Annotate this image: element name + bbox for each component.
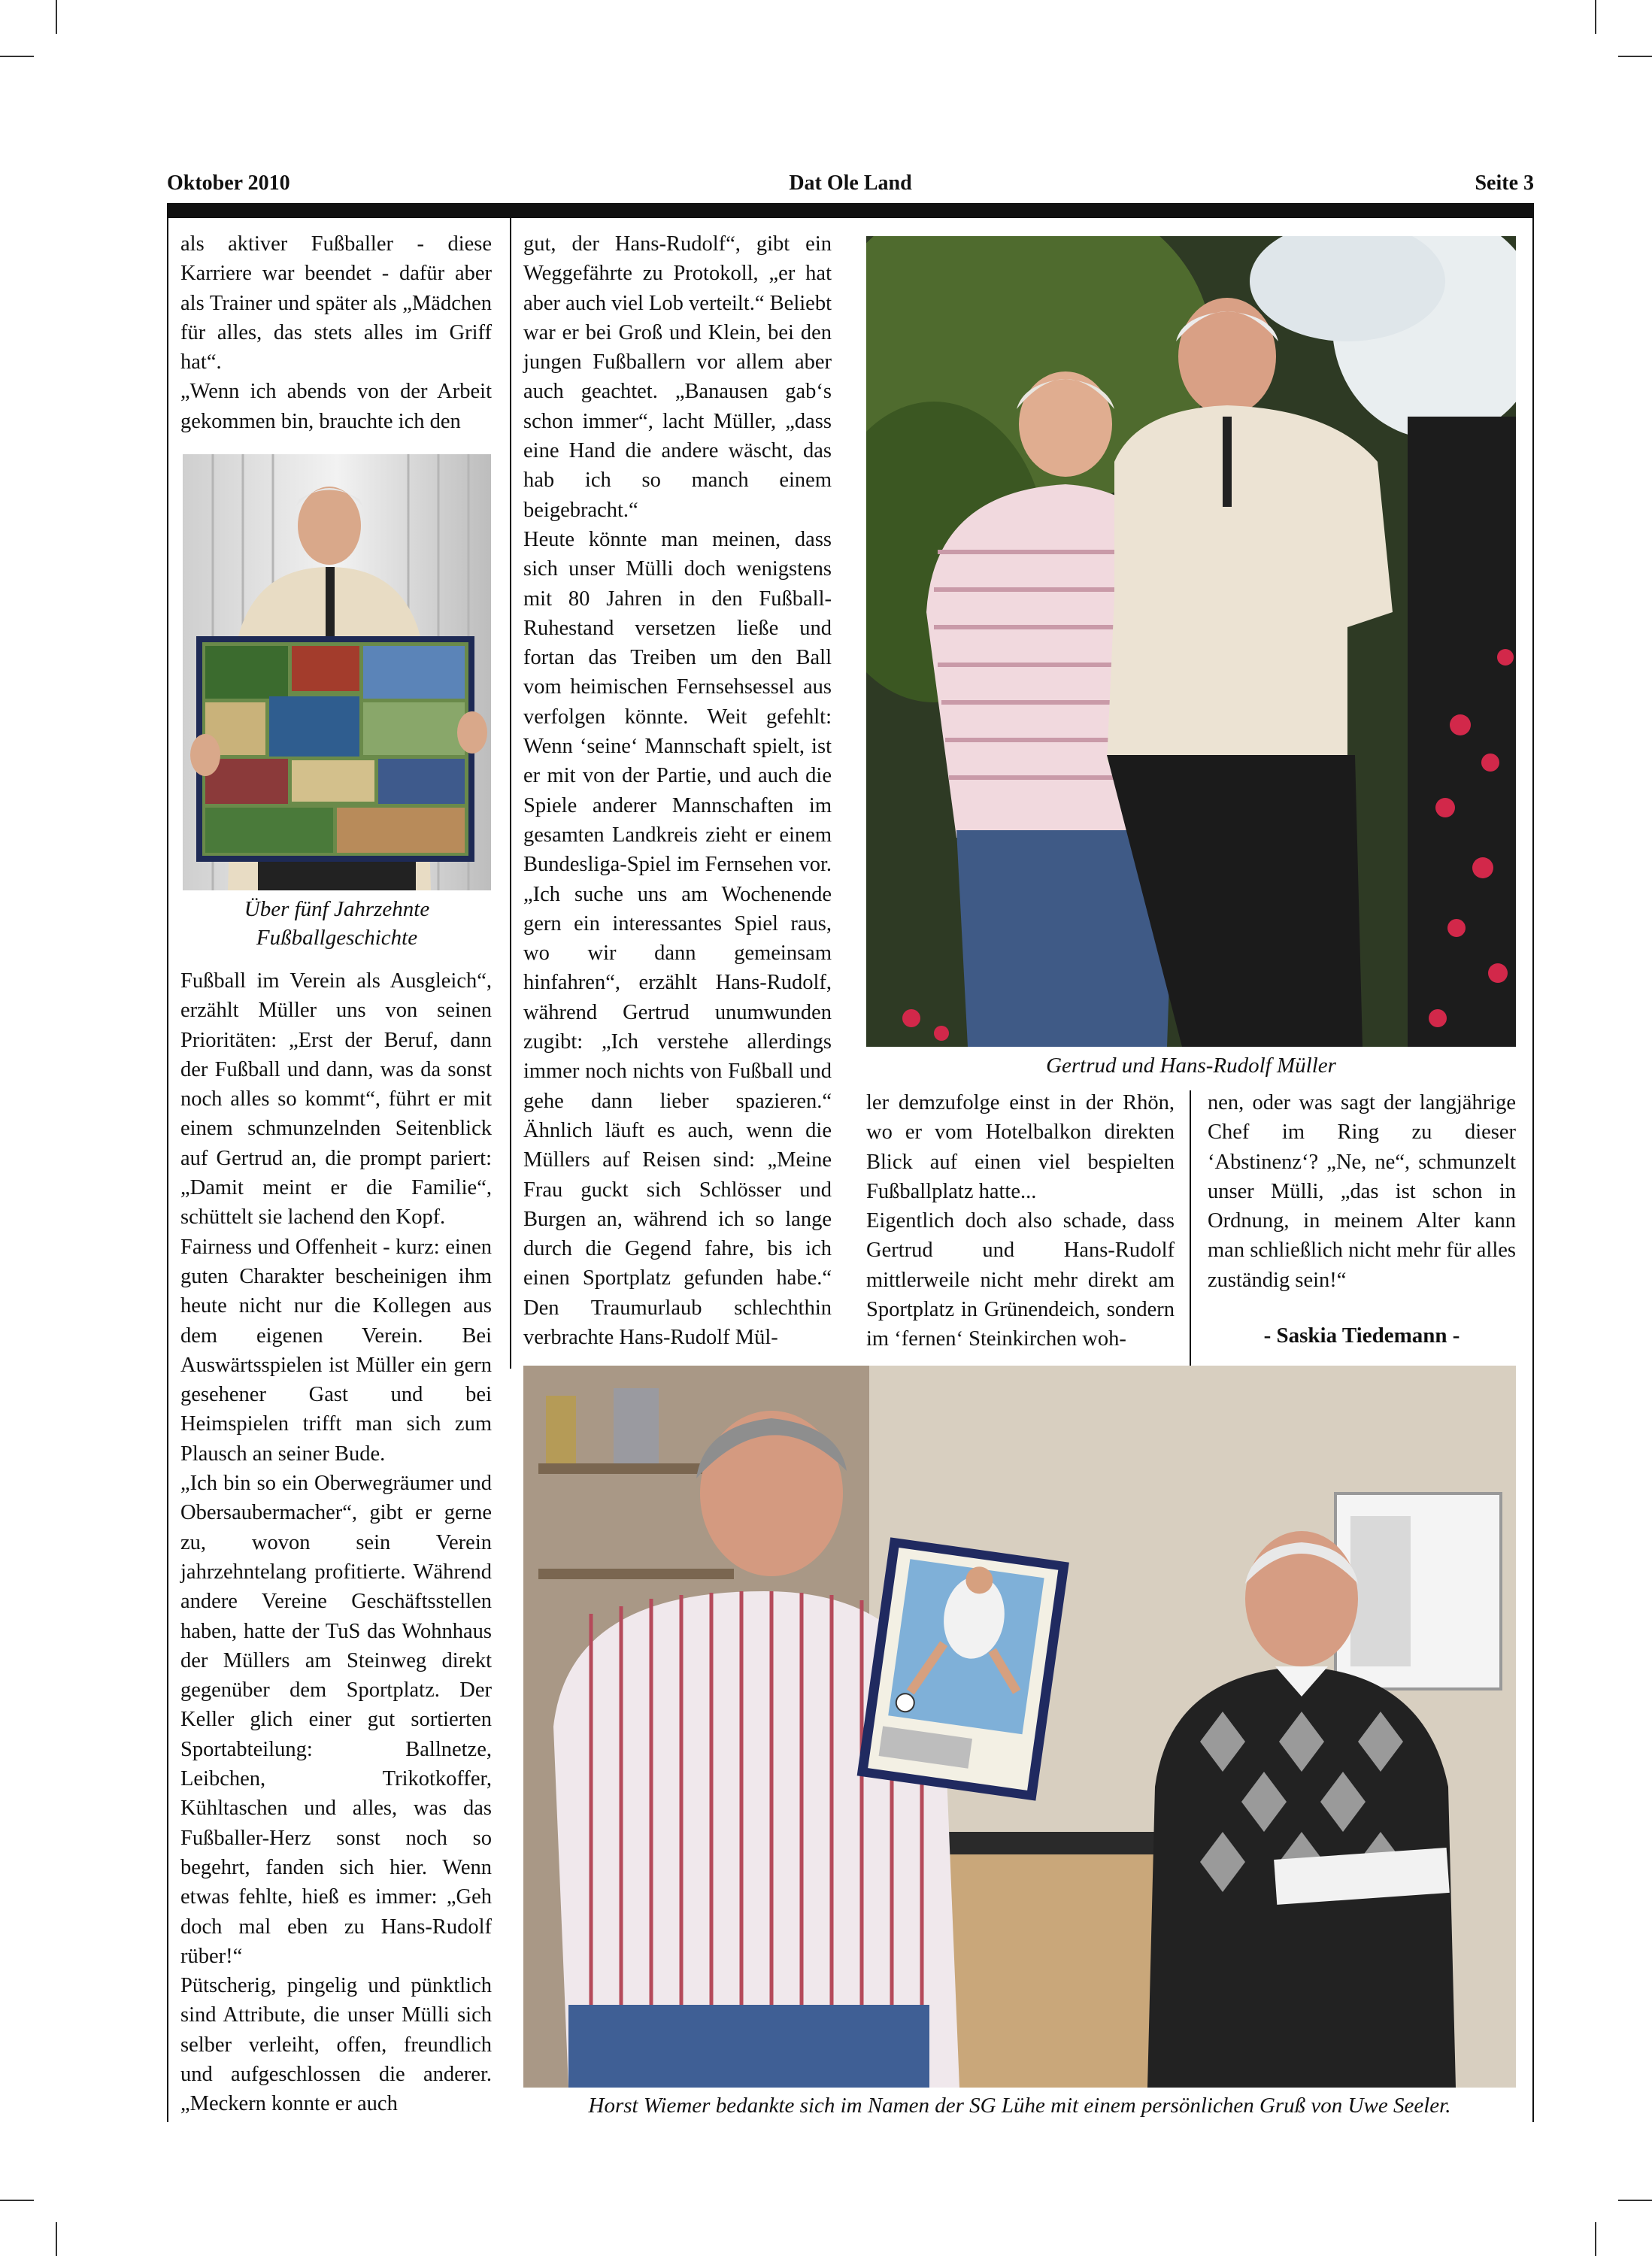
photo-couple: [866, 236, 1516, 1047]
photo-man-with-collage-image: [183, 454, 491, 890]
author-byline: - Saskia Tiedemann -: [1263, 1324, 1460, 1348]
paragraph: ler demzufolge einst in der Rhön, wo er vom Hotelbalkon direkten Blick auf einen viel bespielten Fußballplatz hatte...: [866, 1091, 1175, 1203]
column-divider: [1532, 218, 1534, 2122]
photo-caption-presentation: Horst Wiemer bedankte sich im Namen der SG Lühe mit einem persönlichen Gruß von Uwe Seeler.: [588, 2094, 1451, 2118]
photo-presentation: [523, 1366, 1516, 2088]
photo-man-with-collage: [183, 454, 491, 890]
crop-mark: [56, 2222, 57, 2256]
column-3: [866, 1088, 1175, 1354]
header-rule: [167, 203, 1534, 218]
paragraph: Heute könnte man meinen, dass sich unser Mülli doch wenigstens mit 80 Jahren in den Fußball-Ruhestand versetzen ließe und fortan das Treiben um den Ball vom heimischen Fernsehsessel aus verfolgen könnte. Weit gefehlt: Wenn ‘seine‘ Mannschaft spielt, ist er mit von der Partie, und auch die Spiele anderer Mannschaften im gesamten Landkreis zieht er einem Bundesliga-Spiel im Fernsehen vor. „Ich suche uns am Wochenende gern ein interessantes Spiel raus, wo wir dann gemeinsam hinfahren“, erzählt Hans-Rudolf, während Gertrud unumwunden zugibt: „Ich verstehe allerdings immer noch nichts von Fußball und gehe dann lieber spazieren.“ Ähnlich läuft es auch, wenn die Müllers auf Reisen sind: „Meine Frau guckt sich Schlösser und Burgen an, während ich so lange durch die Gegend fahre, bis ich einen Sportplatz gefunden habe.“ Den Traumurlaub schlechthin verbrachte Hans-Rudolf Mül-: [523, 527, 832, 1349]
photo-presentation-image: [523, 1366, 1516, 2088]
paragraph: Fairness und Offenheit - kurz: einen guten Charakter bescheinigen ihm heute nicht nur die Kollegen aus dem eigenen Verein. Bei Auswärtsspielen ist Müller ein gern gesehener Gast und bei Heimspielen trifft man sich zum Plausch an seiner Bude.: [180, 1235, 492, 1466]
column-divider: [167, 218, 168, 2122]
paragraph: Pütscherig, pingelig und pünktlich sind Attribute, die unser Mülli sich selber verleiht, offen, freundlich und aufgeschlossen die anderer. „Meckern konnte er auch: [180, 1974, 492, 2116]
crop-mark: [56, 0, 57, 34]
column-1-top: [180, 229, 492, 436]
crop-mark: [1595, 2222, 1596, 2256]
paragraph: nen, oder was sagt der langjährige Chef im Ring zu dieser ‘Abstinenz‘? „Ne, ne“, schmunzelt unser Mülli, „das ist schon in Ordnung, in meinem Alter kann man schließlich nicht mehr für alles zuständig sein!“: [1208, 1091, 1516, 1292]
crop-mark: [1618, 2200, 1652, 2201]
paragraph: als aktiver Fußballer - diese Karriere war beendet - dafür aber als Trainer und später als „Mädchen für alles, das stets alles im Griff hat“.: [180, 232, 492, 374]
column-4: [1208, 1088, 1516, 1295]
newspaper-title: Dat Ole Land: [789, 171, 912, 195]
crop-mark: [1618, 56, 1652, 57]
column-2: [523, 229, 832, 1352]
paragraph: „Wenn ich abends von der Arbeit gekommen bin, brauchte ich den: [180, 380, 492, 433]
paragraph: Eigentlich doch also schade, dass Gertrud und Hans-Rudolf mittlerweile nicht mehr direkt am Sportplatz in Grünendeich, sondern im ‘fernen‘ Steinkirchen woh-: [866, 1209, 1175, 1351]
paragraph: gut, der Hans-Rudolf“, gibt ein Weggefährte zu Protokoll, „er hat aber auch viel Lob verteilt.“ Beliebt war er bei Groß und Klein, bei den jungen Fußballern vor allem aber auch geachtet. „Banausen gab‘s schon immer“, lacht Müller, „dass eine Hand die andere wäscht, das hab ich so manch einem beigebracht.“: [523, 232, 832, 522]
column-divider: [1190, 1090, 1191, 1369]
page-number: Seite 3: [1475, 171, 1534, 195]
column-1-bottom: [180, 966, 492, 2119]
photo-couple-image: [866, 236, 1516, 1047]
page-header: [167, 171, 1534, 197]
photo-caption-collage: Über fünf Jahrzehnte Fußballgeschichte: [244, 897, 430, 950]
column-divider: [510, 218, 511, 1369]
crop-mark: [0, 2200, 34, 2201]
paragraph: „Ich bin so ein Oberwegräumer und Obersaubermacher“, gibt er gerne zu, wovon sein Verein jahrzehntelang profitierte. Während andere Vereine Geschäftsstellen haben, hatte der TuS das Wohnhaus der Müllers am Steinweg direkt gegenüber dem Sportplatz. Der Keller glich einer gut sortierten Sportabteilung: Ballnetze, Leibchen, Trikotkoffer, Kühltaschen und alles, was das Fußballer-Herz sonst noch so begehrt, fanden sich hier. Wenn etwas fehlte, hieß es immer: „Geh doch mal eben zu Hans-Rudolf rüber!“: [180, 1472, 492, 1968]
photo-caption-couple: Gertrud und Hans-Rudolf Müller: [1046, 1054, 1336, 1078]
crop-mark: [1595, 0, 1596, 34]
crop-mark: [0, 56, 34, 57]
issue-date: Oktober 2010: [167, 171, 290, 195]
paragraph: Fußball im Verein als Ausgleich“, erzählt Müller uns von seinen Prioritäten: „Erst der Beruf, dann der Fußball und dann, was da sonst noch alles so kommt“, führt er mit einem schmunzelnden Seitenblick auf Gertrud an, die prompt pariert: „Damit meint er die Familie“, schüttelt sie lachend den Kopf.: [180, 969, 492, 1230]
